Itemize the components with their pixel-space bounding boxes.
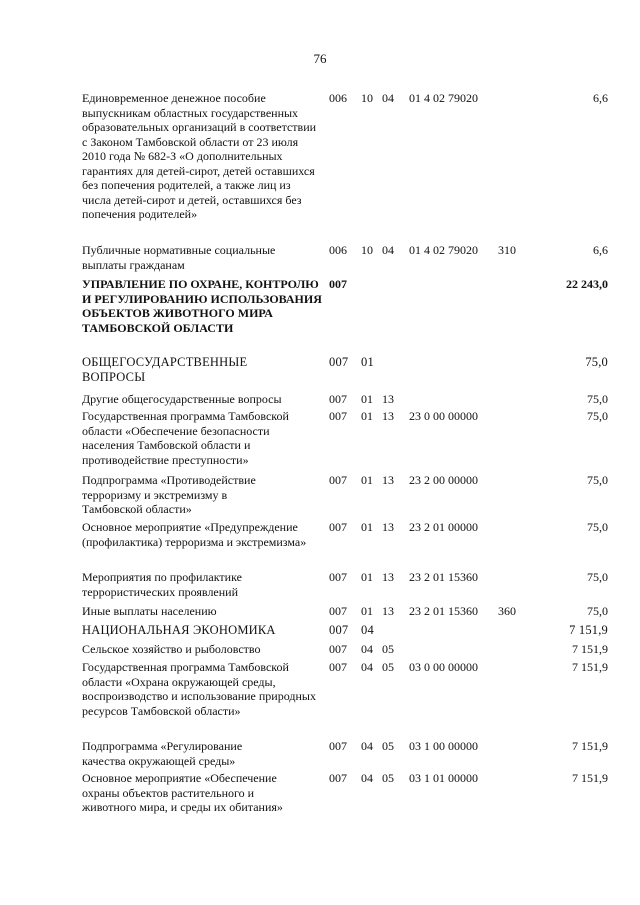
row-name: Подпрограмма «Противодействие терроризму и экстремизму в Тамбовской области» [82,473,256,516]
row-pr: 04 [382,91,394,105]
row-rz: 01 [361,355,374,369]
row-pr: 13 [382,570,394,584]
row-ved: 007 [329,660,347,674]
row-rz: 01 [361,520,373,534]
row-pr: 05 [382,739,394,753]
row-ved: 007 [329,392,347,406]
page-number: 76 [313,51,327,66]
row-rz: 01 [361,392,373,406]
row-ved: 007 [329,570,347,584]
row-csr: 23 2 01 15360 [409,570,478,584]
row-sum: 75,0 [587,409,608,423]
row-csr: 23 2 01 15360 [409,604,478,618]
row-ved: 007 [329,473,347,487]
row-ved: 007 [329,771,347,785]
row-csr: 01 4 02 79020 [409,243,478,257]
row-ved: 006 [329,243,347,257]
row-sum: 75,0 [587,570,608,584]
row-name: Государственная программа Тамбовской области «Охрана окружающей среды, воспроизводство и использование природных ресурсов Тамбовской области» [82,660,316,718]
row-sum: 7 151,9 [572,739,608,753]
row-ved: 007 [329,355,349,369]
row-csr: 01 4 02 79020 [409,91,478,105]
row-name: Подпрограмма «Регулирование качества окружающей среды» [82,739,243,768]
row-name: Мероприятия по профилактике террористических проявлений [82,570,242,599]
row-sum: 75,0 [587,604,608,618]
row-rz: 01 [361,604,373,618]
row-ved: 007 [329,520,347,534]
row-name: Основное мероприятие «Предупреждение (профилактика) терроризма и экстремизма» [82,520,307,549]
row-pr: 05 [382,660,394,674]
row-rz: 10 [361,91,373,105]
row-rz: 01 [361,473,373,487]
row-ved: 007 [329,642,347,656]
row-sum: 7 151,9 [572,771,608,785]
row-name: НАЦИОНАЛЬНАЯ ЭКОНОМИКА [82,623,276,637]
row-vr: 360 [498,604,516,618]
row-pr: 13 [382,409,394,423]
row-name: Государственная программа Тамбовской области «Обеспечение безопасности населения Тамбовской области и противодействие преступности» [82,409,289,467]
row-rz: 01 [361,570,373,584]
row-csr: 23 2 00 00000 [409,473,478,487]
row-csr: 03 0 00 00000 [409,660,478,674]
row-sum: 6,6 [593,91,608,105]
row-csr: 23 2 01 00000 [409,520,478,534]
row-sum: 7 151,9 [569,623,608,637]
row-name: Иные выплаты населению [82,604,217,618]
row-name: Единовременное денежное пособие выпускникам областных государственных образовательных организаций в соответствии с Законом Тамбовской области от 23 июля 2010 года № 682-З «О дополнительных гарантиях для детей-сирот, детей оставшихся без попечения родителей, а также лиц из числа детей-сирот и детей, оставшихся без попечения родителей» [82,91,317,221]
row-csr: 03 1 01 00000 [409,771,478,785]
row-pr: 04 [382,243,394,257]
row-csr: 03 1 00 00000 [409,739,478,753]
row-name: ОБЩЕГОСУДАРСТВЕННЫЕ ВОПРОСЫ [82,355,248,384]
row-name: Другие общегосударственные вопросы [82,392,282,406]
row-ved: 006 [329,91,347,105]
row-rz: 01 [361,409,373,423]
row-name: Сельское хозяйство и рыболовство [82,642,261,656]
row-pr: 05 [382,642,394,656]
row-pr: 13 [382,604,394,618]
row-pr: 13 [382,392,394,406]
row-sum: 6,6 [593,243,608,257]
row-pr: 13 [382,473,394,487]
row-ved: 007 [329,623,349,637]
row-ved: 007 [329,277,347,291]
row-sum: 75,0 [585,355,608,369]
row-rz: 04 [361,771,373,785]
row-vr: 310 [498,243,516,257]
row-pr: 05 [382,771,394,785]
row-name: Основное мероприятие «Обеспечение охраны объектов растительного и животного мира, и среды их обитания» [82,771,283,814]
row-ved: 007 [329,409,347,423]
row-sum: 7 151,9 [572,660,608,674]
row-rz: 04 [361,642,373,656]
row-ved: 007 [329,739,347,753]
row-sum: 75,0 [587,520,608,534]
row-rz: 04 [361,660,373,674]
row-pr: 13 [382,520,394,534]
row-sum: 75,0 [587,473,608,487]
row-sum: 75,0 [587,392,608,406]
row-ved: 007 [329,604,347,618]
row-csr: 23 0 00 00000 [409,409,478,423]
row-rz: 04 [361,623,374,637]
row-rz: 04 [361,739,373,753]
row-sum: 22 243,0 [566,277,608,291]
row-name: Публичные нормативные социальные выплаты гражданам [82,243,276,272]
row-name: УПРАВЛЕНИЕ ПО ОХРАНЕ, КОНТРОЛЮ И РЕГУЛИРОВАНИЮ ИСПОЛЬЗОВАНИЯ ОБЪЕКТОВ ЖИВОТНОГО МИРА ТАМБОВСКОЙ ОБЛАСТИ [82,277,322,335]
row-sum: 7 151,9 [572,642,608,656]
row-rz: 10 [361,243,373,257]
